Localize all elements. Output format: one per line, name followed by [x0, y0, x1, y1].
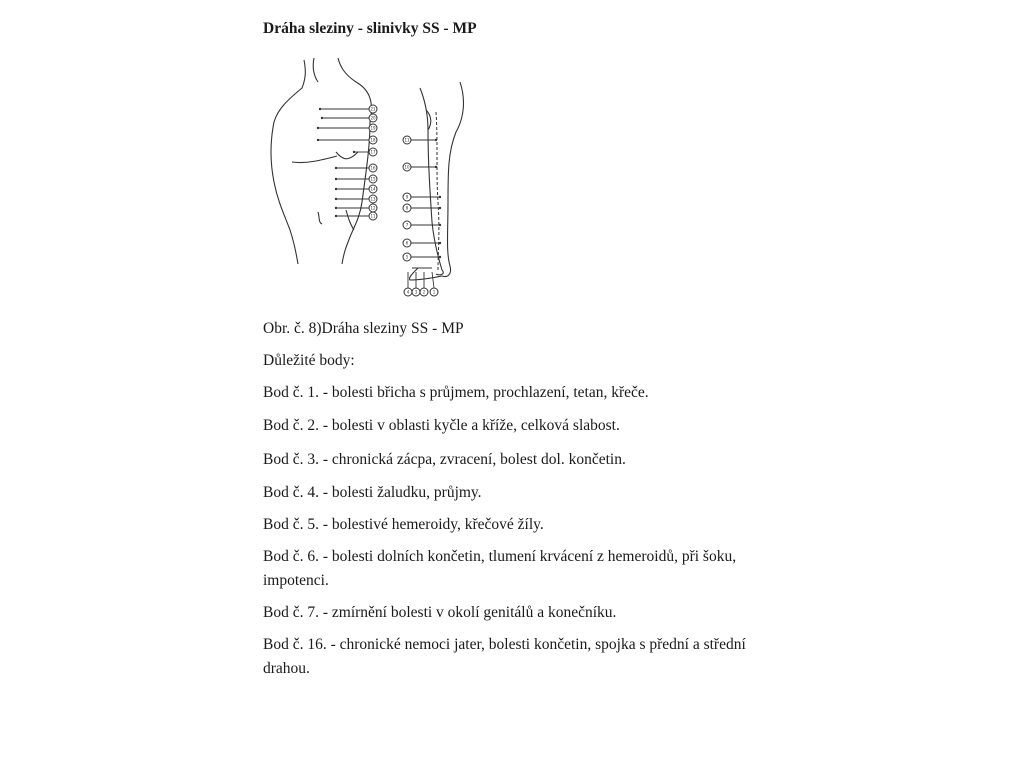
- point-paragraph: Bod č. 2. - bolesti v oblasti kyčle a kříže, celková slabost.: [263, 417, 620, 434]
- side-label: 9: [405, 194, 409, 200]
- side-label: 11: [404, 137, 410, 143]
- side-label: 3: [414, 289, 418, 295]
- side-label: 6: [405, 240, 409, 246]
- front-label: 13: [370, 196, 376, 202]
- side-label: 5: [405, 254, 409, 260]
- side-label: 7: [405, 222, 409, 228]
- front-label: 11: [370, 213, 376, 219]
- point-paragraph: Bod č. 7. - zmírnění bolesti v okolí genitálů a konečníku.: [263, 604, 617, 621]
- front-label: 18: [370, 137, 376, 143]
- side-label: 4: [406, 289, 410, 295]
- meridian-diagram: [262, 52, 492, 304]
- point-paragraph: Bod č. 4. - bolesti žaludku, průjmy.: [263, 484, 482, 501]
- front-label: 12: [370, 205, 376, 211]
- side-label: 2: [422, 289, 426, 295]
- side-leg-illustration: [409, 82, 463, 280]
- front-label: 14: [370, 186, 376, 192]
- point-paragraph: Bod č. 1. - bolesti břicha s průjmem, prochlazení, tetan, křeče.: [263, 384, 649, 401]
- point-paragraph: Bod č. 5. - bolestivé hemeroidy, křečové žíly.: [263, 516, 544, 533]
- point-paragraph: Bod č. 3. - chronická zácpa, zvracení, bolest dol. končetin.: [263, 451, 626, 468]
- front-label: 17: [370, 149, 376, 155]
- side-meridian-path: [436, 112, 439, 270]
- front-meridian-points: [317, 108, 355, 217]
- front-label: 15: [370, 176, 376, 182]
- side-label-texts: [404, 138, 435, 295]
- meridian-figure: [262, 52, 492, 304]
- document-title: Dráha sleziny - slinivky SS - MP: [263, 20, 477, 37]
- front-label: 20: [370, 115, 376, 121]
- front-label: 21: [370, 106, 376, 112]
- front-label: 19: [370, 125, 376, 131]
- point-paragraph: Bod č. 6. - bolesti dolních končetin, tlumení krvácení z hemeroidů, při šoku, impotenci.: [263, 548, 737, 589]
- side-label: 8: [405, 205, 409, 211]
- front-label: 16: [370, 165, 376, 171]
- front-torso-illustration: [271, 58, 371, 264]
- important-points-heading: Důležité body:: [263, 352, 355, 369]
- side-label: 10: [404, 164, 410, 170]
- figure-caption: Obr. č. 8)Dráha sleziny SS - MP: [263, 320, 464, 337]
- side-label: 1: [432, 289, 436, 295]
- point-paragraph: Bod č. 16. - chronické nemoci jater, bolesti končetin, spojka s přední a střední drahou.: [263, 636, 746, 677]
